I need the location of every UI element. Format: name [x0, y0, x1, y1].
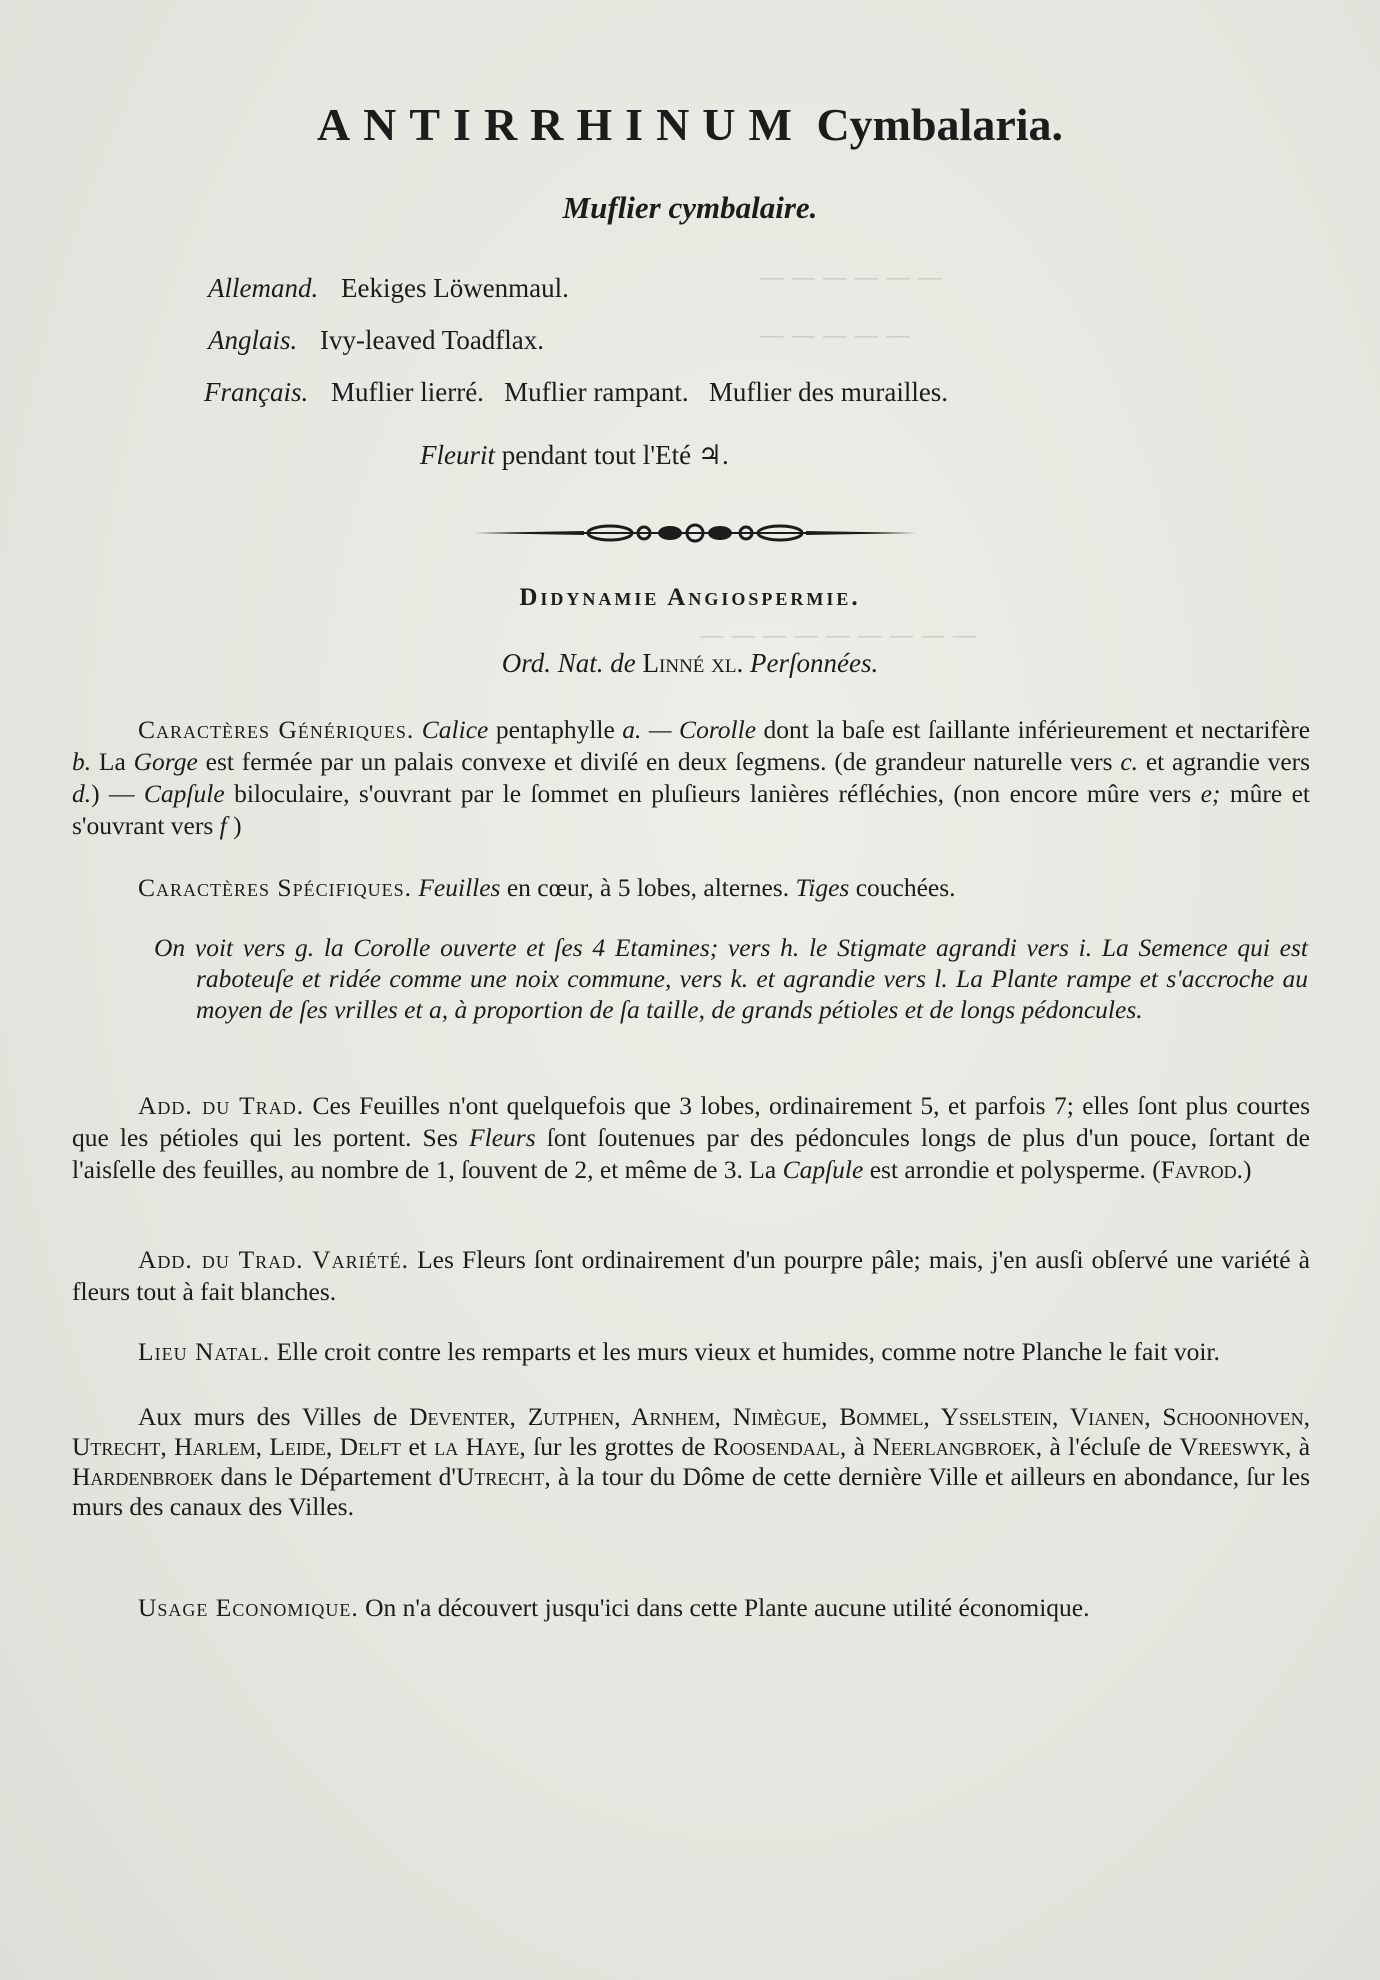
text: Les Fleurs ſont ordinairement d'un pourpre pâle; mais, j'en ausſi obſervé une variété à fleurs tout à fait blanches.: [72, 1245, 1310, 1306]
text: pentaphylle: [495, 715, 615, 744]
language-label: Anglais.: [208, 325, 298, 355]
show-through-decoration: — — — — — — — — —: [700, 620, 978, 649]
text: La: [98, 747, 126, 776]
economic-usage-paragraph: [72, 1592, 1310, 1624]
section-label: Lieu Natal.: [138, 1337, 271, 1366]
text: ): [233, 811, 242, 840]
species-name: Cymbalaria.: [816, 99, 1064, 150]
text: , à: [839, 1432, 865, 1461]
term: — Corolle: [648, 715, 757, 744]
text: Aux murs des Villes de: [138, 1402, 398, 1431]
text: couchées.: [855, 873, 956, 902]
text: , ſur les grottes de: [519, 1432, 706, 1461]
text: en cœur, à 5 lobes, alternes.: [506, 873, 790, 902]
section-label: Caractères Spécifiques.: [138, 873, 412, 902]
linnaean-class: Didynamie Angiospermie.: [519, 584, 861, 611]
order-family: Perſonnées.: [749, 648, 879, 678]
city-list: Deventer, Zutphen, Arnhem, Nimègue, Bommel, Ysselstein, Vianen, Schoonhoven, Utrecht, Harlem, Leide, Delft: [72, 1402, 1310, 1461]
text: Elle croit contre les remparts et les murs vieux et humides, comme notre Planche le fait voir.: [276, 1337, 1220, 1366]
show-through-decoration: — — — — —: [760, 320, 911, 349]
text: , à: [1284, 1432, 1311, 1461]
text: et agrandie vers: [1145, 747, 1311, 776]
author-name: Favrod.: [1160, 1155, 1243, 1184]
term: Tiges: [795, 873, 850, 902]
place-name: Neerlangbroek: [872, 1432, 1036, 1461]
term: Gorge: [133, 747, 198, 776]
term: Capſule: [143, 779, 225, 808]
text: ): [1242, 1155, 1252, 1184]
vernacular-name: Eekiges Löwenmaul.: [340, 273, 569, 303]
text: ) —: [91, 779, 135, 808]
section-label: Add. du Trad.: [138, 1091, 305, 1120]
show-through-decoration: — — — — — —: [760, 262, 943, 291]
figure-ref: c.: [1120, 747, 1139, 776]
text: est fermée par un palais convexe et diviſé en deux ſegmens. (de grandeur naturelle vers: [205, 747, 1113, 776]
flowering-period: [420, 440, 729, 471]
order-prefix: Ord. Nat. de: [501, 648, 636, 678]
text: dans le Département d': [220, 1462, 456, 1491]
name-french: [204, 374, 948, 410]
text: ſont ſoutenues par des pédoncules longs de plus d'un pouce, ſortant de l'aisſelle des feuilles, au nombre de 1, ſouvent de 2, et même de 3. La: [72, 1123, 1310, 1184]
text: mûre et s'ouvrant vers: [72, 779, 1311, 840]
text: On n'a découvert jusqu'ici dans cette Plante aucune utilité économique.: [365, 1593, 1090, 1622]
figure-ref: d.: [72, 779, 92, 808]
french-common-name: Muflier cymbalaire.: [562, 190, 818, 225]
language-label: Français.: [204, 377, 309, 407]
habitat-paragraph: [72, 1336, 1310, 1368]
term: Capſule: [782, 1155, 864, 1184]
section-label: Add. du Trad. Variété.: [138, 1245, 409, 1274]
figure-ref: a.: [622, 715, 642, 744]
figure-ref: b.: [72, 747, 92, 776]
page-title: [0, 98, 1380, 152]
variety-addition-paragraph: [72, 1244, 1310, 1308]
vernacular-name: Ivy-leaved Toadflax.: [320, 325, 545, 355]
language-label: Allemand.: [208, 273, 319, 303]
text: Ces Feuilles n'ont quelquefois que 3 lobes, ordinairement 5, et parfois 7; elles ſont plus courtes que les pétioles qui les portent. Ses: [72, 1091, 1310, 1152]
figure-ref: f: [219, 811, 227, 840]
name-english: [208, 322, 544, 358]
text: et: [408, 1432, 427, 1461]
text: , à la tour du Dôme de cette dernière Ville et ailleurs en abondance, ſur les murs des canaux des Villes.: [72, 1462, 1310, 1521]
genus-name: ANTIRRHINUM: [316, 99, 805, 150]
term: Calice: [421, 715, 489, 744]
place-name: Hardenbroek: [72, 1462, 214, 1491]
place-name: Utrecht: [455, 1462, 545, 1491]
natural-order: [0, 648, 1380, 679]
flowering-text: pendant tout l'Eté ♃.: [501, 440, 729, 470]
generic-characters-paragraph: [72, 714, 1310, 842]
city-name: la Haye: [434, 1432, 520, 1461]
text: , à l'écluſe de: [1035, 1432, 1173, 1461]
figure-observation-paragraph: On voit vers g. la Corolle ouverte et ſes 4 Etamines; vers h. le Stigmate agrandi vers i. La Semence qui est raboteuſe et ridée comme une noix commune, vers k. et agrandie vers l. La Plante rampe et s'accroche au moyen de ſes vrilles et a, à proportion de ſa taille, de grands pétioles et de longs pédoncules.: [154, 933, 1308, 1024]
specific-characters-paragraph: [72, 872, 1310, 904]
text: dont la baſe est ſaillante inférieurement et nectarifère: [763, 715, 1311, 744]
translator-addition-paragraph: [72, 1090, 1310, 1186]
ornament-divider: [472, 516, 918, 550]
term: Feuilles: [418, 873, 501, 902]
figure-ref: e;: [1200, 779, 1221, 808]
name-german: [208, 270, 569, 306]
section-label: Usage Economique.: [138, 1593, 359, 1622]
text: est arrondie et polysperme. (: [869, 1155, 1161, 1184]
text: biloculaire, s'ouvrant par le ſommet en pluſieurs lanières réfléchies, (non encore mûre vers: [234, 779, 1192, 808]
term: Fleurs: [469, 1123, 536, 1152]
vernacular-name: Muflier lierré. Muflier rampant. Muflier des murailles.: [331, 377, 949, 407]
flowering-label: Fleurit: [420, 440, 495, 470]
habitat-localities-paragraph: [72, 1402, 1310, 1522]
place-name: Vreeswyk: [1179, 1432, 1285, 1461]
place-name: Roosendaal: [712, 1432, 840, 1461]
section-label: Caractères Génériques.: [138, 715, 415, 744]
order-author: Linné xl.: [642, 648, 744, 678]
